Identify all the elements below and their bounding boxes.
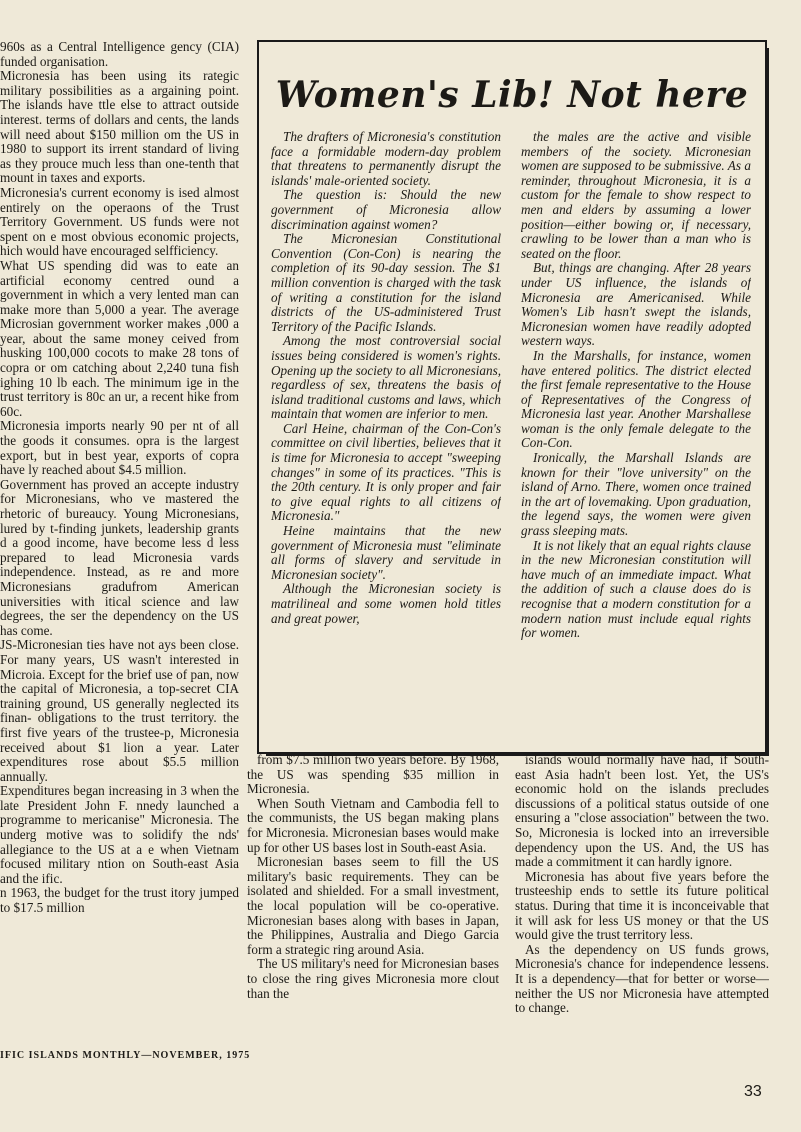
box-shadow-right	[766, 48, 769, 756]
box-paragraph: Among the most controversial social issues being considered is women's rights. Opening up the society to all Micronesians, regardless of sex, threatens the basis of island traditional customs and laws, which maintain that women are inferior to men.	[271, 333, 501, 422]
middle-article-column	[247, 753, 499, 1049]
left-article-column	[0, 40, 239, 1048]
paragraph: Micronesia's current economy is ised almost entirely on the operaons of the Trust Territory Government. US funds were not spent on e most obvious economic projects, hich would have encouraged selfficiency.	[0, 184, 239, 259]
paragraph: Government has proved an accepte industry for Micronesians, who ve mastered the rhetoric of bureaucy. Young Micronesians, lured by t-finding junkets, leadership grants d a good income, have become less d less prepared to lead Micronesia vards independence. Instead, as re and more Micronesians gradufrom American universities with itical science and law degrees, the ser the dependency on the US has come.	[0, 476, 239, 638]
paragraph: As the dependency on US funds grows, Micronesia's chance for independence lessens. It is a dependency—that for better or worse—neither the US nor Micronesia have attempted to change.	[515, 941, 769, 1016]
box-paragraph: The question is: Should the new government of Micronesia allow discrimination against women?	[271, 187, 501, 232]
paragraph: JS-Micronesian ties have not ays been close. For many years, US wasn't interested in Microia. Except for the brief use of pan, now the capital of Micronesia, a top-secret CIA training ground, US generally neglected its finan- obligations to the trust territory. the first five years of the trustee-p, Micronesia received about $1 lion a year. Later expenditures rose about $5.5 million annually.	[0, 637, 239, 784]
paragraph: 960s as a Central Intelligence gency (CIA) funded organisation.	[0, 40, 239, 69]
paragraph: When South Vietnam and Cambodia fell to the communists, the US began making plans for Micronesia. Micronesian bases would make up for other US bases lost in South-east Asia.	[247, 795, 499, 855]
box-paragraph: Although the Micronesian society is matrilineal and some women hold titles and great power,	[271, 581, 501, 626]
page-footer: IFIC ISLANDS MONTHLY—NOVEMBER, 1975	[0, 1050, 251, 1061]
box-paragraph: The drafters of Micronesia's constitution face a formidable modern-day problem that threatens to permanently disrupt the islands' male-oriented society.	[271, 130, 501, 188]
paragraph: Micronesian bases seem to fill the US military's basic requirements. They can be isolated and shielded. For a small investment, the local population will be co-operative. Micronesian bases along with bases in Japan, the Philippines, Australia and Diego Garcia form a strategic ring around Asia.	[247, 854, 499, 957]
paragraph: Expenditures began increasing in 3 when the late President John F. nnedy launched a programme to mericanise" Micronesia. The underg motive was to solidify the nds' allegiance to the US at a e when Vietnam focused military ntion on South-east Asia and the ific.	[0, 783, 239, 886]
box-paragraph: It is not likely that an equal rights clause in the new Micronesian constitution will have much of an immediate impact. What the addition of such a clause does do is recognise that a modern constitution for a modern nation must include equal rights for women.	[521, 537, 751, 641]
box-paragraph: Heine maintains that the new government of Micronesia must "eliminate all forms of slavery and servitude in Micronesian society".	[271, 523, 501, 582]
paragraph: n 1963, the budget for the trust itory jumped to $17.5 million	[0, 885, 239, 916]
box-column-1	[271, 130, 501, 748]
box-paragraph: Ironically, the Marshall Islands are known for their "love university" on the island of Arno. There, women once trained in the art of lovemaking. Upon graduation, the legend says, the women were given grass sleeping mats.	[521, 450, 751, 539]
paragraph: from $7.5 million two years before. By 1968, the US was spending $35 million in Micronesia.	[247, 753, 499, 797]
paragraph: The US military's need for Micronesian bases to close the ring gives Micronesia more clout than the	[247, 956, 499, 1001]
paragraph: Micronesia has about five years before the trusteeship ends to settle its future political status. During that time it is inconceivable that it will ask for less US money or that the US would give the trust territory less.	[515, 868, 769, 943]
box-paragraph: In the Marshalls, for instance, women have entered politics. The district elected the first female representative to the House of Representatives of the Congress of Micronesia last year. Another Marshallese woman is the only female delegate to the Con-Con.	[521, 347, 751, 451]
box-paragraph: the males are the active and visible members of the society. Micronesian women are supposed to be submissive. As a reminder, throughout Micronesia, it is a custom for the female to show respect to men and elders by assuming a lower position—either bowing or, if necessary, crawling to be lower than a man who is seated on the floor.	[521, 130, 751, 261]
right-article-column	[515, 753, 769, 1049]
paragraph: Micronesia imports nearly 90 per nt of all the goods it consumes. opra is the largest export, but in best year, exports of copra have ly reached about $4.5 million.	[0, 418, 239, 478]
box-headline: Women's Lib! Not here	[275, 74, 749, 116]
paragraph: islands would normally have had, if South-east Asia hadn't been lost. Yet, the US's economic hold on the islands precludes discussions of a political status outside of one ensuring a "close association" between the two. So, Micronesia is locked into an irreversible dependency upon the US. And, the US has made a commitment it can hardly ignore.	[515, 753, 769, 870]
paragraph: What US spending did was to eate an artificial economy centred ound a government in which a very lented man can make more than 5,000 a year. The average Microsian government worker makes ,000 a year, about the same money ceived from husking 100,000 cocots to make 28 tons of copra or om catching about 2,240 tuna fish ighing 10 lb each. The minimum ige in the trust territory is 80c an ur, a recent hike from 60c.	[0, 257, 239, 419]
box-paragraph: Carl Heine, chairman of the Con-Con's committee on civil liberties, believes that it is time for Micronesia to accept "sweeping changes" in some of its practices. "This is the 20th century. It is only proper and fair to give equal rights to all citizens of Micronesia."	[271, 420, 501, 524]
page-number: 33	[744, 1083, 762, 1100]
paragraph: Micronesia has been using its rategic military possibilities as a argaining point. The islands have ttle else to attract outside interest. terms of dollars and cents, the lands will need about $150 million om the US in 1980 to support its irrent standard of living as they prouce much less than one-tenth that mount in taxes and exports.	[0, 68, 239, 186]
box-column-2	[521, 130, 751, 748]
box-paragraph: But, things are changing. After 28 years under US influence, the islands of Micronesia are Americanised. While Women's Lib hasn't swept the islands, Micronesian women have readily adopted western ways.	[521, 260, 751, 349]
box-paragraph: The Micronesian Constitutional Convention (Con-Con) is nearing the completion of its 90-day session. The $1 million convention is charged with the task of writing a constitution for the island districts of the US-administered Trust Territory of the Pacific Islands.	[271, 231, 501, 334]
